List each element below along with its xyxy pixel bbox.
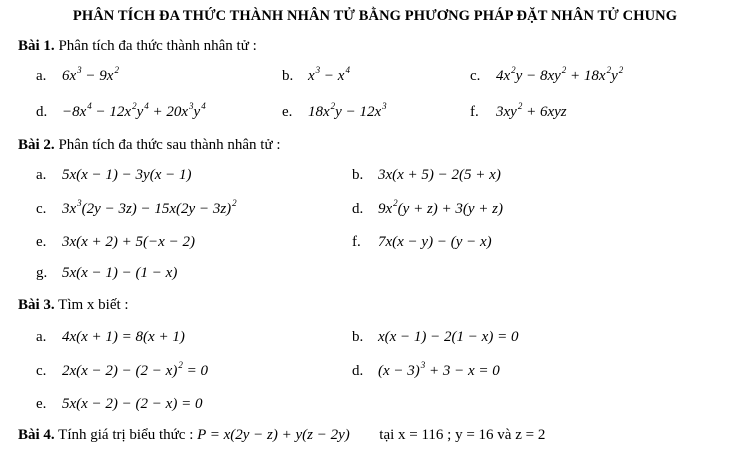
math-expression: $9x^2(y + z) + 3(y + z)$: [378, 198, 504, 217]
bai2-item-b: [352, 167, 501, 184]
math-expression: 5x(x − 2) − (2 − x) = 0: [62, 396, 203, 412]
bai2-item-d: [352, 198, 504, 218]
math-expression: $6x^3 - 9x^2$: [62, 65, 119, 84]
bai4-condition: tại x = 116 ; y = 16 và z = 2: [379, 427, 546, 443]
item-label: a.: [36, 329, 47, 345]
item-label: g.: [36, 265, 48, 281]
bai2-item-c: [36, 198, 237, 218]
math-expression: 5x(x − 1) − (1 − x): [62, 265, 178, 281]
math-expression: 7x(x − y) − (y − x): [378, 234, 492, 250]
bai3-label: Bài 3.: [18, 297, 55, 313]
item-label: e.: [36, 396, 47, 412]
item-label: d.: [352, 201, 364, 217]
bai4-line: [18, 427, 545, 444]
bai2-label: Bài 2.: [18, 137, 55, 153]
math-expression: $-8x^4 - 12x^2y^4 + 20x^3y^4$: [62, 101, 206, 120]
math-expression: 5x(x − 1) − 3y(x − 1): [62, 167, 192, 183]
page-title: PHÂN TÍCH ĐA THỨC THÀNH NHÂN TỬ BẰNG PHƯƠNG PHÁP ĐẶT NHÂN TỬ CHUNG: [72, 8, 678, 24]
item-label: b.: [352, 167, 364, 183]
bai3-item-b: [352, 329, 518, 346]
bai3-item-c: [36, 360, 208, 380]
math-expression: x(x − 1) − 2(1 − x) = 0: [378, 329, 519, 345]
bai1-item-d: [36, 101, 206, 121]
math-expression: $18x^2y - 12x^3$: [308, 101, 387, 120]
math-expression: $x^3 - x^4$: [308, 65, 350, 84]
math-expression: P = x(2y − z) + y(z − 2y): [197, 427, 350, 443]
item-label: f.: [352, 234, 361, 250]
math-expression: $(x - 3)^3 + 3 - x = 0$: [378, 360, 500, 379]
bai3-item-a: [36, 329, 185, 346]
item-label: c.: [36, 363, 47, 379]
bai1-item-c: [470, 65, 624, 85]
item-label: b.: [282, 68, 294, 84]
item-label: d.: [36, 104, 48, 120]
math-expression: $2x(x - 2) - (2 - x)^2 = 0$: [62, 360, 208, 379]
bai2-heading: [18, 137, 281, 154]
math-expression: 4x(x + 1) = 8(x + 1): [62, 329, 185, 345]
item-label: e.: [282, 104, 293, 120]
item-label: a.: [36, 68, 47, 84]
math-expression: $3xy^2 + 6xyz$: [496, 101, 567, 120]
bai2-item-e: [36, 234, 195, 251]
math-expression: 3x(x + 5) − 2(5 + x): [378, 167, 501, 183]
item-label: d.: [352, 363, 364, 379]
item-label: c.: [470, 68, 481, 84]
bai2-item-f: [352, 234, 492, 251]
item-label: a.: [36, 167, 47, 183]
bai3-text: Tìm x biết :: [58, 297, 129, 313]
math-expression: $3x^3(2y - 3z) - 15x(2y - 3z)^2$: [62, 198, 237, 217]
bai2-item-g: [36, 265, 177, 282]
bai3-heading: [18, 297, 129, 314]
bai1-item-e: [282, 101, 387, 121]
bai2-text: Phân tích đa thức sau thành nhân tử :: [58, 137, 281, 153]
item-label: c.: [36, 201, 47, 217]
bai2-item-a: [36, 167, 191, 184]
math-expression: 3x(x + 2) + 5(−x − 2): [62, 234, 195, 250]
bai4-label: Bài 4.: [18, 427, 55, 443]
bai1-label: Bài 1.: [18, 38, 55, 54]
bai4-text: Tính giá trị biểu thức :: [58, 427, 194, 443]
item-label: e.: [36, 234, 47, 250]
bai1-heading: [18, 38, 257, 55]
bai1-text: Phân tích đa thức thành nhân tử :: [58, 38, 257, 54]
math-expression: $4x^2y - 8xy^2 + 18x^2y^2$: [496, 65, 624, 84]
bai1-item-f: [470, 101, 567, 121]
item-label: b.: [352, 329, 364, 345]
bai1-item-b: [282, 65, 350, 85]
bai1-item-a: [36, 65, 119, 85]
bai3-item-d: [352, 360, 500, 380]
item-label: f.: [470, 104, 479, 120]
bai3-item-e: [36, 396, 202, 413]
